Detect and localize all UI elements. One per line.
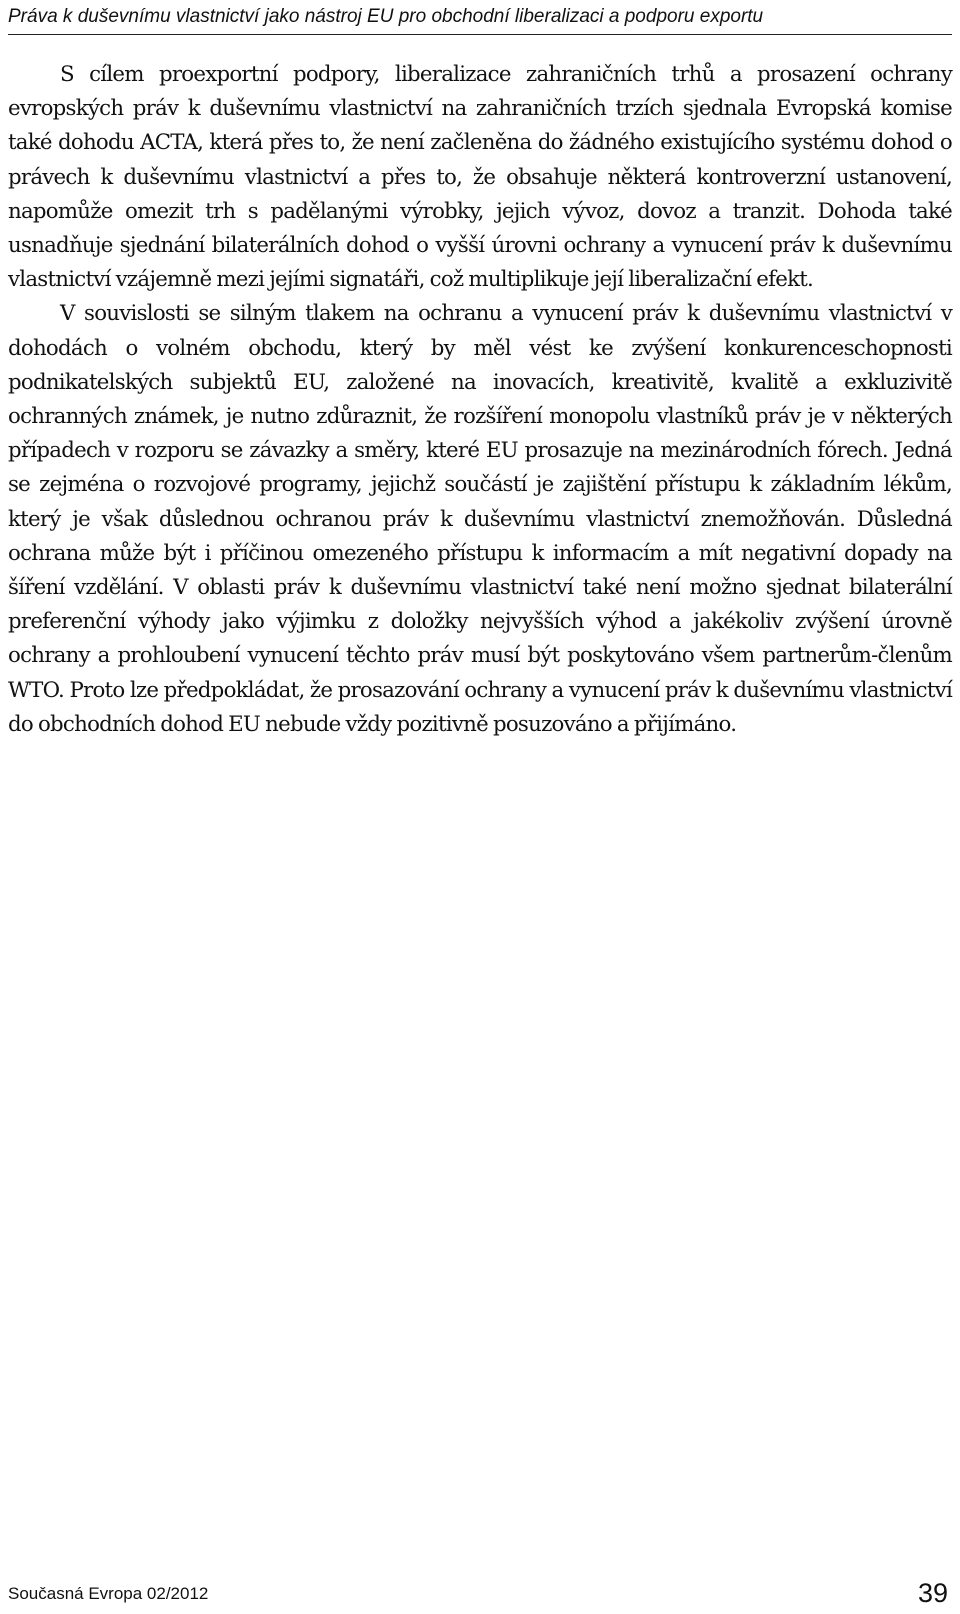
page-footer — [8, 1568, 948, 1608]
running-title: Práva k duševnímu vlastnictví jako nástroj EU pro obchodní liberalizaci a podporu exportu — [8, 6, 764, 27]
page-number: 39 — [917, 1578, 948, 1608]
body-text — [8, 58, 952, 742]
paragraph: V souvislosti se silným tlakem na ochranu a vynucení práv k duševnímu vlastnictví v dohodách o volném obchodu, který by měl vést ke zvýšení konkurenceschopnosti podnikatelských subjektů EU, založené na inovacích, kreativitě, kvalitě a exkluzivitě ochranných známek, je nutno zdůraznit, že rozšíření monopolu vlastníků práv je v některých případech v rozporu se závazky a směry, které EU prosazuje na mezinárodních fórech. Jedná se zejména o rozvojové programy, jejichž součástí je zajištění přístupu k základním lékům, který je však důslednou ochranou práv k duševnímu vlastnictví znemožňován. Důsledná ochrana může být i příčinou omezeného přístupu k informacím a mít negativní dopady na šíření vzdělání. V oblasti práv k duševnímu vlastnictví také není možno sjednat bilaterální preferenční výhody jako výjimku z doložky nejvyšších výhod a jakékoliv zvýšení úrovně ochrany a prohloubení vynucení těchto práv musí být poskytováno všem partnerům-členům WTO. Proto lze předpokládat, že prosazování ochrany a vynucení práv k duševnímu vlastnictví do obchodních dohod EU nebude vždy pozitivně posuzováno a přijímáno. — [8, 301, 952, 737]
journal-name: Současná Evropa 02/2012 — [8, 1584, 209, 1603]
running-header — [8, 4, 952, 35]
paragraph: S cílem proexportní podpory, liberalizace zahraničních trhů a prosazení ochrany evropských práv k duševnímu vlastnictví na zahraničních trzích sjednala Evropská komise také dohodu ACTA, která přes to, že není začleněna do žádného existujícího systému dohod o právech k duševnímu vlastnictví a přes to, že obsahuje některá kontroverzní ustanovení, napomůže omezit trh s padělanými výrobky, jejich vývoz, dovoz a tranzit. Dohoda také usnadňuje sjednání bilaterálních dohod o vyšší úrovni ochrany a vynucení práv k duševnímu vlastnictví vzájemně mezi jejími signatáři, což multiplikuje její liberalizační efekt. — [8, 62, 952, 293]
